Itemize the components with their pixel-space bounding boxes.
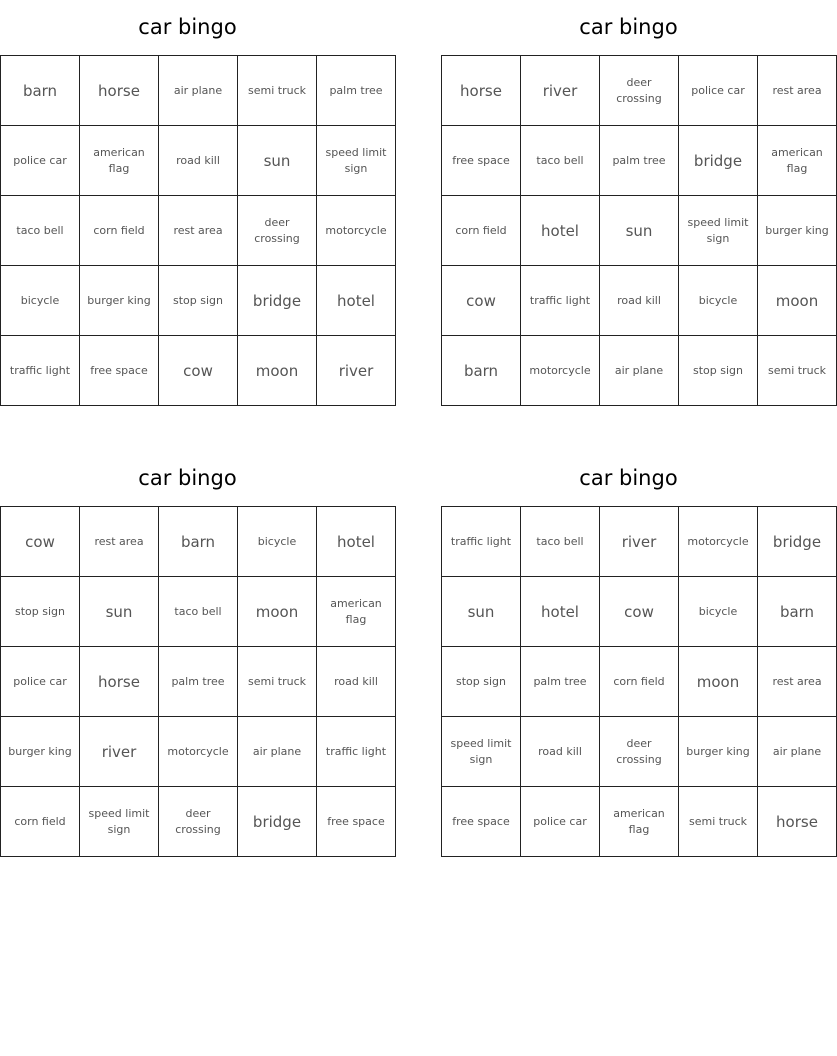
bingo-grid [441, 506, 837, 857]
bingo-cell: road kill [317, 647, 396, 717]
bingo-cell: river [80, 717, 159, 787]
bingo-row [442, 717, 837, 787]
bingo-row [442, 647, 837, 717]
bingo-grid [0, 506, 396, 857]
bingo-card-1 [0, 0, 387, 406]
bingo-cell: horse [758, 787, 837, 857]
bingo-cell: air plane [600, 336, 679, 406]
bingo-cell: bridge [679, 126, 758, 196]
bingo-cell: speed limit sign [442, 717, 521, 787]
bingo-row [1, 647, 396, 717]
bingo-cell: air plane [758, 717, 837, 787]
bingo-cell: barn [159, 507, 238, 577]
bingo-cell: police car [521, 787, 600, 857]
bingo-cell: corn field [442, 196, 521, 266]
bingo-cell: free space [317, 787, 396, 857]
bingo-row [1, 507, 396, 577]
bingo-cell: stop sign [1, 577, 80, 647]
bingo-row [442, 336, 837, 406]
bingo-cell: road kill [521, 717, 600, 787]
bingo-cell: cow [442, 266, 521, 336]
bingo-cell: taco bell [159, 577, 238, 647]
bingo-cell: american flag [758, 126, 837, 196]
bingo-cell: river [317, 336, 396, 406]
bingo-cell: american flag [80, 126, 159, 196]
bingo-cell: stop sign [679, 336, 758, 406]
bingo-cell: horse [80, 56, 159, 126]
bingo-cell: corn field [80, 196, 159, 266]
bingo-cell: deer crossing [238, 196, 317, 266]
bingo-cell: sun [600, 196, 679, 266]
bingo-cell: traffic light [317, 717, 396, 787]
bingo-cell: air plane [238, 717, 317, 787]
bingo-cell: burger king [80, 266, 159, 336]
bingo-cell: motorcycle [521, 336, 600, 406]
bingo-cell: road kill [600, 266, 679, 336]
bingo-cell: police car [1, 647, 80, 717]
bingo-cell: sun [238, 126, 317, 196]
bingo-cell: semi truck [238, 56, 317, 126]
bingo-cell: speed limit sign [679, 196, 758, 266]
bingo-row [442, 507, 837, 577]
bingo-row [1, 56, 396, 126]
bingo-cell: traffic light [521, 266, 600, 336]
bingo-cell: sun [442, 577, 521, 647]
bingo-cell: road kill [159, 126, 238, 196]
bingo-cell: burger king [758, 196, 837, 266]
bingo-row [442, 56, 837, 126]
card-title: car bingo [579, 466, 678, 490]
bingo-cell: hotel [317, 266, 396, 336]
bingo-cell: bicycle [679, 266, 758, 336]
bingo-cell: cow [159, 336, 238, 406]
bingo-cell: american flag [600, 787, 679, 857]
bingo-cell: hotel [521, 577, 600, 647]
bingo-grid [441, 55, 837, 406]
bingo-card-4 [441, 451, 822, 857]
card-title: car bingo [138, 466, 237, 490]
bingo-cell: free space [442, 126, 521, 196]
bingo-cell: speed limit sign [317, 126, 396, 196]
bingo-row [442, 577, 837, 647]
bingo-cell: deer crossing [600, 717, 679, 787]
bingo-row [1, 336, 396, 406]
bingo-row [1, 266, 396, 336]
bingo-cell: bicycle [679, 577, 758, 647]
bingo-row [442, 126, 837, 196]
bingo-cell: bicycle [238, 507, 317, 577]
bingo-cell: semi truck [679, 787, 758, 857]
bingo-cell: burger king [679, 717, 758, 787]
card-title: car bingo [138, 15, 237, 39]
bingo-row [1, 787, 396, 857]
bingo-cell: burger king [1, 717, 80, 787]
bingo-row [442, 787, 837, 857]
bingo-cell: rest area [758, 56, 837, 126]
bingo-cell: bicycle [1, 266, 80, 336]
bingo-cell: traffic light [1, 336, 80, 406]
bingo-row [442, 266, 837, 336]
bingo-row [1, 577, 396, 647]
bingo-cell: air plane [159, 56, 238, 126]
bingo-cell: moon [238, 577, 317, 647]
bingo-cell: river [600, 507, 679, 577]
bingo-cell: deer crossing [600, 56, 679, 126]
bingo-cell: corn field [1, 787, 80, 857]
bingo-cell: cow [1, 507, 80, 577]
bingo-cell: free space [442, 787, 521, 857]
bingo-cell: palm tree [317, 56, 396, 126]
bingo-row [1, 196, 396, 266]
bingo-cell: barn [442, 336, 521, 406]
bingo-cell: cow [600, 577, 679, 647]
bingo-cell: stop sign [442, 647, 521, 717]
bingo-cell: speed limit sign [80, 787, 159, 857]
bingo-cell: corn field [600, 647, 679, 717]
bingo-cell: taco bell [521, 126, 600, 196]
bingo-cell: american flag [317, 577, 396, 647]
bingo-card-2 [441, 0, 829, 406]
bingo-cell: motorcycle [317, 196, 396, 266]
bingo-cell: rest area [80, 507, 159, 577]
bingo-cell: traffic light [442, 507, 521, 577]
bingo-cell: moon [679, 647, 758, 717]
bingo-cell: palm tree [600, 126, 679, 196]
bingo-cell: bridge [758, 507, 837, 577]
bingo-cell: hotel [521, 196, 600, 266]
bingo-cell: free space [80, 336, 159, 406]
bingo-cell: palm tree [159, 647, 238, 717]
bingo-row [1, 717, 396, 787]
bingo-cell: motorcycle [679, 507, 758, 577]
bingo-cell: horse [80, 647, 159, 717]
bingo-cell: barn [1, 56, 80, 126]
bingo-cell: river [521, 56, 600, 126]
bingo-cell: rest area [159, 196, 238, 266]
bingo-cell: semi truck [758, 336, 837, 406]
bingo-cell: stop sign [159, 266, 238, 336]
bingo-card-3 [0, 451, 387, 857]
bingo-cell: police car [1, 126, 80, 196]
bingo-cell: police car [679, 56, 758, 126]
bingo-cell: barn [758, 577, 837, 647]
bingo-cell: moon [758, 266, 837, 336]
card-title: car bingo [579, 15, 678, 39]
bingo-cell: sun [80, 577, 159, 647]
bingo-cell: palm tree [521, 647, 600, 717]
bingo-cell: moon [238, 336, 317, 406]
bingo-cell: semi truck [238, 647, 317, 717]
bingo-cell: bridge [238, 266, 317, 336]
bingo-cell: taco bell [521, 507, 600, 577]
bingo-cell: taco bell [1, 196, 80, 266]
bingo-row [1, 126, 396, 196]
bingo-cell: motorcycle [159, 717, 238, 787]
bingo-cell: bridge [238, 787, 317, 857]
bingo-cell: rest area [758, 647, 837, 717]
bingo-cell: horse [442, 56, 521, 126]
bingo-row [442, 196, 837, 266]
bingo-cell: hotel [317, 507, 396, 577]
bingo-grid [0, 55, 396, 406]
bingo-cell: deer crossing [159, 787, 238, 857]
